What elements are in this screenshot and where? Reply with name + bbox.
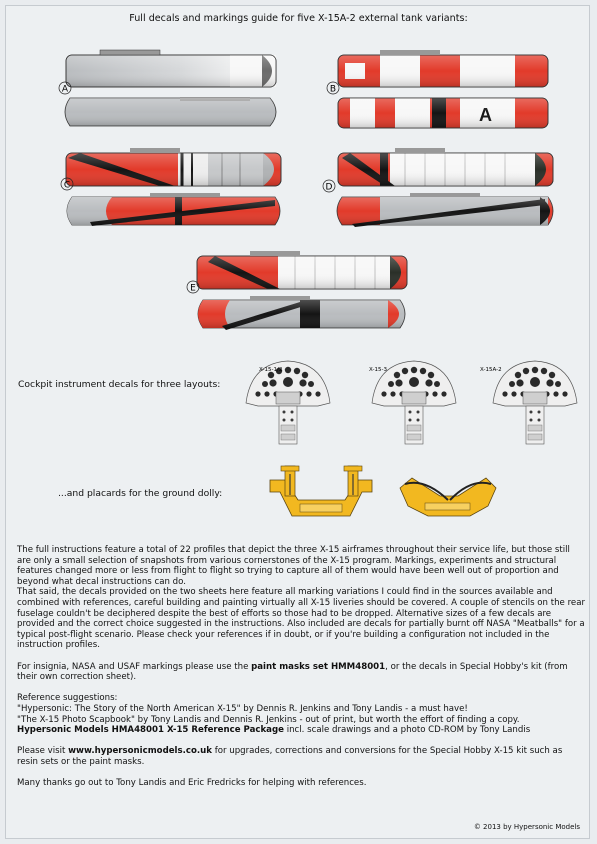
paragraph-intro: The full instructions feature a total of 22 profiles that depict the three X-15 airframes throughout their service life, but those still are only a small selection of snapshots from various cornerstones of the X-15 program. Markings, experiments and structural features changed more or less from flight to flight so trying to capture all of them would have been well out of proportion and beyond what decal instructions can do. [17, 545, 570, 587]
tank-b-top [338, 50, 548, 87]
cockpit-label-x15-1-2: X-15-1/2 [259, 367, 283, 373]
tank-a-top [66, 50, 276, 87]
reference-2: "The X-15 Photo Scapbook" by Tony Landis and Dennis R. Jenkins - out of print, but worth the effort of finding a copy. [17, 714, 520, 725]
cockpit-panel-x15-3 [372, 361, 456, 444]
paint-masks-ref: paint masks set HMM48001 [251, 661, 386, 672]
tank-d-bottom [337, 193, 553, 227]
tank-e-top [197, 251, 407, 289]
references-title: Reference suggestions: [17, 693, 118, 704]
cockpit-label-x15-3: X-15-3 [369, 367, 387, 373]
paragraph-insignia: For insignia, NASA and USAF markings please use the paint masks set HMM48001, or the decals in Special Hobby's kit (from their own correction sheet). [17, 661, 568, 683]
tank-c-top [66, 148, 281, 186]
paragraph-thanks: Many thanks go out to Tony Landis and Eric Fredricks for helping with references. [17, 778, 367, 789]
variant-label-a [59, 82, 71, 95]
svg-text:A: A [61, 84, 69, 95]
description-text [17, 545, 585, 799]
tank-b-bottom [338, 98, 548, 128]
copyright: © 2013 by Hypersonic Models [473, 823, 580, 831]
paragraph-website: Please visit www.hypersonicmodels.co.uk for upgrades, corrections and conversions for the Special Hobby X-15 kit such as resin sets or the paint masks. [17, 746, 563, 767]
ground-dolly-front [270, 466, 372, 516]
svg-text:B: B [329, 84, 337, 95]
svg-text:E: E [190, 283, 196, 294]
ground-dolly-side [400, 478, 496, 516]
tank-a-bottom [65, 97, 276, 126]
cockpit-panel-x15-1-2 [246, 361, 330, 444]
cockpit-panel-x15a-2 [493, 361, 577, 444]
reference-3-title: Hypersonic Models HMA48001 X-15 Reference Package [17, 725, 284, 736]
paragraph-coverage: That said, the decals provided on the two sheets here feature all marking variations I could find in the sources available and combined with references, careful building and painting virtually all X-15 liveries should be covered. A couple of stencils on the rear fuselage couldn't be deciphered despite the best of efforts so those had to be dropped. Alternative sizes of a few decals are provided and the correct choice suggested in the instructions. Also included are decals for partially burnt off NASA "Meatballs" for a typical post-flight scenario. Please check your references if in doubt, or if you're building a configuration not included in the instruction profiles. [17, 587, 586, 651]
dolly-caption: ...and placards for the ground dolly: [58, 488, 223, 499]
tank-c-bottom [67, 193, 280, 226]
reference-3: incl. scale drawings and a photo CD-ROM by Tony Landis [283, 725, 531, 736]
variant-label-b [327, 82, 339, 95]
tank-d-top [338, 148, 553, 186]
svg-text:D: D [325, 182, 333, 193]
svg-text:C: C [63, 180, 71, 191]
reference-1: "Hypersonic: The Story of the North American X-15" by Dennis R. Jenkins and Tony Landis - a must have! [17, 703, 468, 714]
page-heading: Full decals and markings guide for five X-15A-2 external tank variants: [129, 13, 468, 24]
cockpit-label-x15a-2: X-15A-2 [480, 367, 502, 373]
website-link[interactable]: www.hypersonicmodels.co.uk [68, 746, 212, 757]
tank-e-bottom [198, 296, 405, 330]
variant-label-d [323, 180, 335, 193]
variant-label-e [187, 281, 199, 294]
cockpit-caption: Cockpit instrument decals for three layouts: [18, 379, 221, 390]
paragraph-references [17, 693, 585, 735]
